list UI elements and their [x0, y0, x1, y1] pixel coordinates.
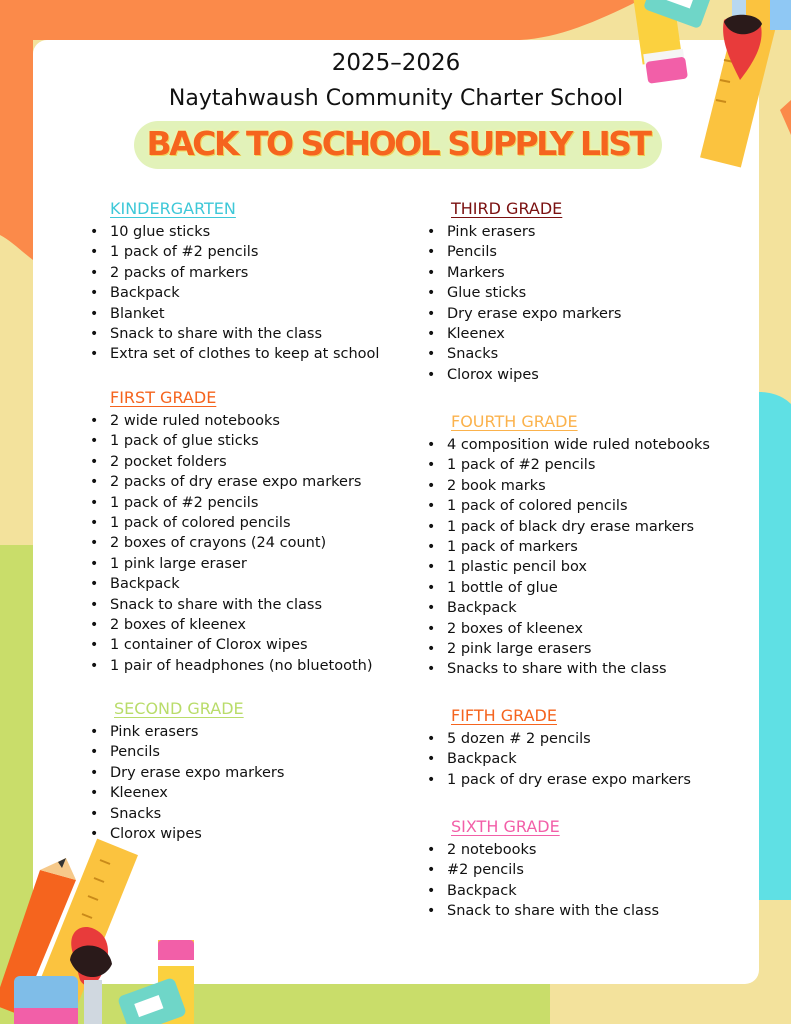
supply-list	[110, 722, 284, 844]
supply-item: • 2 packs of markers	[110, 263, 379, 283]
supply-item: • 1 pack of colored pencils	[110, 513, 372, 533]
supply-item: • Snacks to share with the class	[447, 659, 710, 679]
supply-list	[110, 411, 372, 676]
section-title-fourth-grade: FOURTH GRADE	[451, 412, 578, 431]
supply-item: • 1 pack of #2 pencils	[110, 493, 372, 513]
supply-item: • Markers	[447, 263, 621, 283]
supply-item: • Kleenex	[110, 783, 284, 803]
supply-list	[447, 222, 621, 385]
supply-list	[447, 435, 710, 680]
supply-item: • 1 pack of #2 pencils	[110, 242, 379, 262]
crayon-icon	[770, 0, 791, 135]
bottom-left-school-supplies	[0, 840, 200, 1024]
section-fifth-grade	[447, 706, 691, 790]
section-title-sixth-grade: SIXTH GRADE	[451, 817, 560, 836]
supply-item: • Backpack	[110, 574, 372, 594]
supply-item: • Clorox wipes	[447, 365, 621, 385]
supply-item: • Snack to share with the class	[110, 324, 379, 344]
section-third-grade	[447, 199, 621, 385]
supply-item: • 2 wide ruled notebooks	[110, 411, 372, 431]
supply-item: • Snacks	[447, 344, 621, 364]
supply-item: • #2 pencils	[447, 860, 659, 880]
supply-item: • 1 pack of #2 pencils	[447, 455, 710, 475]
supply-item: • Blanket	[110, 304, 379, 324]
supply-item: • Snack to share with the class	[447, 901, 659, 921]
page-title: BACK TO SCHOOL SUPPLY LIST	[146, 124, 650, 163]
supply-item: • Kleenex	[447, 324, 621, 344]
supply-item: • 1 pack of colored pencils	[447, 496, 710, 516]
section-title-third-grade: THIRD GRADE	[451, 199, 563, 218]
supply-item: • 1 pack of black dry erase markers	[447, 517, 710, 537]
supply-item: • Pink erasers	[447, 222, 621, 242]
supply-item: • 1 pack of glue sticks	[110, 431, 372, 451]
supply-item: • Dry erase expo markers	[447, 304, 621, 324]
supply-item: • Pencils	[447, 242, 621, 262]
supply-item: • Pink erasers	[110, 722, 284, 742]
section-fourth-grade	[447, 412, 710, 680]
supply-item: • 10 glue sticks	[110, 222, 379, 242]
supply-list	[447, 840, 659, 922]
supply-item: • 5 dozen # 2 pencils	[447, 729, 691, 749]
supply-item: • Dry erase expo markers	[110, 763, 284, 783]
supply-item: • 2 boxes of kleenex	[447, 619, 710, 639]
supply-item: • Snacks	[110, 804, 284, 824]
supply-item: • 1 pair of headphones (no bluetooth)	[110, 656, 372, 676]
supply-item: • Backpack	[447, 881, 659, 901]
supply-item: • 2 notebooks	[447, 840, 659, 860]
section-title-first-grade: FIRST GRADE	[110, 388, 217, 407]
supply-item: • 2 boxes of kleenex	[110, 615, 372, 635]
supply-item: • 1 plastic pencil box	[447, 557, 710, 577]
supply-item: • Backpack	[110, 283, 379, 303]
supply-item: • 2 packs of dry erase expo markers	[110, 472, 372, 492]
school-name: Naytahwaush Community Charter School	[168, 86, 624, 111]
section-title-second-grade: SECOND GRADE	[114, 699, 244, 718]
section-second-grade	[110, 699, 284, 844]
supply-item: • 1 pack of markers	[447, 537, 710, 557]
crayon-box-icon	[14, 976, 78, 1024]
section-title-kindergarten: KINDERGARTEN	[110, 199, 236, 218]
supply-item: • 4 composition wide ruled notebooks	[447, 435, 710, 455]
supply-item: • Glue sticks	[447, 283, 621, 303]
school-year: 2025–2026	[331, 50, 461, 76]
supply-item: • Backpack	[447, 598, 710, 618]
supply-item: • 2 book marks	[447, 476, 710, 496]
supply-item: • 1 container of Clorox wipes	[110, 635, 372, 655]
supply-list	[447, 729, 691, 790]
section-kindergarten	[110, 199, 379, 365]
supply-item: • Clorox wipes	[110, 824, 284, 844]
supply-item: • 1 pink large eraser	[110, 554, 372, 574]
supply-item: • Backpack	[447, 749, 691, 769]
supply-item: • 1 pack of dry erase expo markers	[447, 770, 691, 790]
section-sixth-grade	[447, 817, 659, 922]
supply-item: • 2 boxes of crayons (24 count)	[110, 533, 372, 553]
supply-list	[110, 222, 379, 365]
supply-item: • 1 bottle of glue	[447, 578, 710, 598]
section-title-fifth-grade: FIFTH GRADE	[451, 706, 557, 725]
section-first-grade	[110, 388, 372, 676]
cyan-side-shape	[759, 392, 791, 900]
supply-item: • 2 pocket folders	[110, 452, 372, 472]
supply-item: • Snack to share with the class	[110, 595, 372, 615]
supply-item: • Extra set of clothes to keep at school	[110, 344, 379, 364]
supply-item: • 2 pink large erasers	[447, 639, 710, 659]
supply-item: • Pencils	[110, 742, 284, 762]
